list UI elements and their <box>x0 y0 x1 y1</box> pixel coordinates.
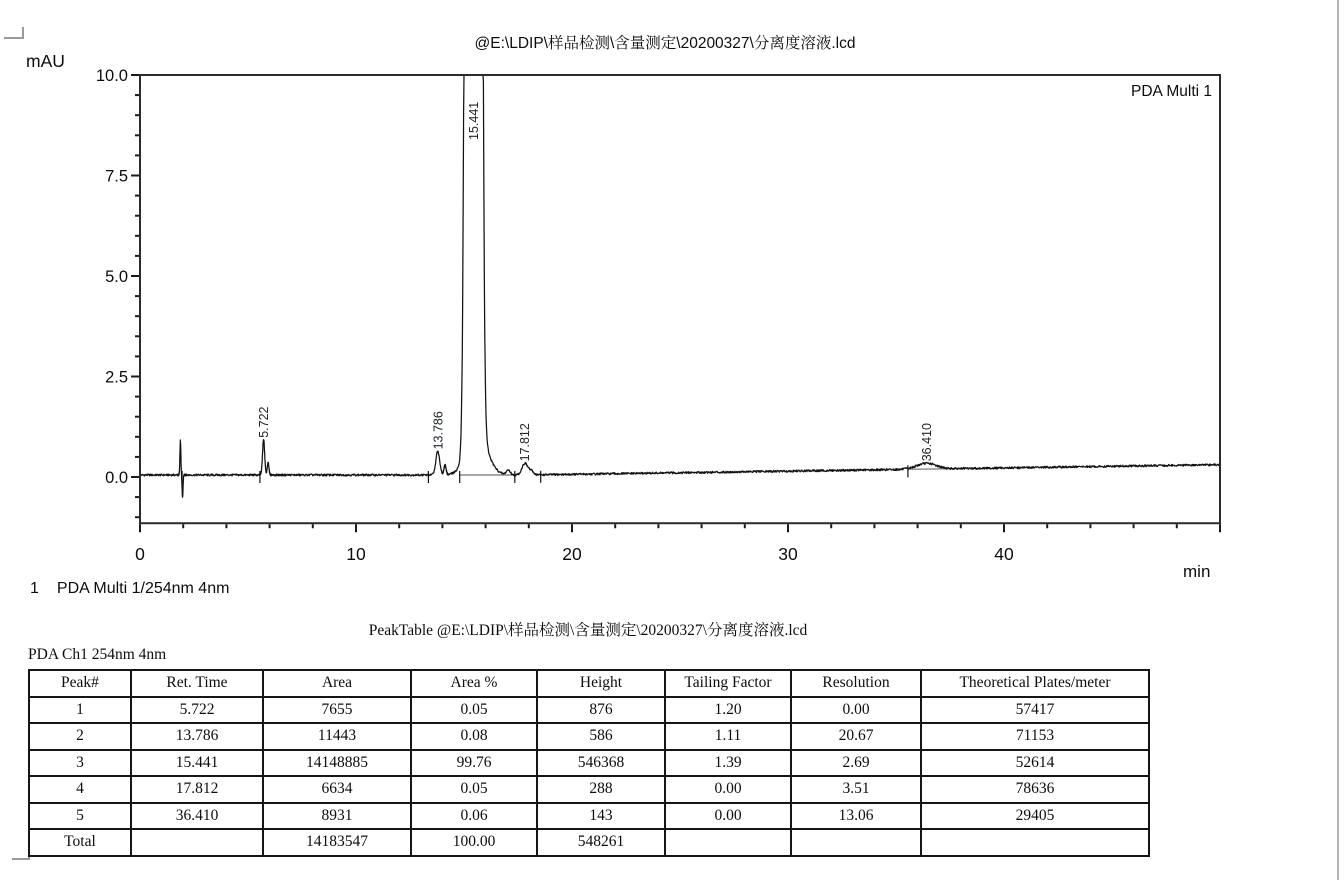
x-tick-label: 20 <box>562 544 582 565</box>
peak-table-cell: 78636 <box>921 776 1149 803</box>
x-tick-label: 40 <box>994 544 1014 565</box>
peak-table-cell: 13.786 <box>131 723 263 750</box>
channel-label: PDA Multi 1/254nm 4nm <box>56 580 230 597</box>
y-tick-label: 0.0 <box>105 469 128 487</box>
peak-table-channel: PDA Ch1 254nm 4nm <box>28 646 167 663</box>
y-tick-label: 10.0 <box>95 67 128 85</box>
peak-table-cell: 548261 <box>537 829 665 856</box>
detector-legend: PDA Multi 1 <box>1131 83 1212 100</box>
peak-table-cell: 14148885 <box>263 750 411 777</box>
peak-label: 5.722 <box>257 406 272 438</box>
y-tick-label: 7.5 <box>105 167 128 186</box>
peak-table-cell <box>791 829 921 856</box>
peak-table-cell: 7655 <box>263 697 411 724</box>
peak-table-cell: 1.11 <box>665 723 791 750</box>
peak-table-cell: 5.722 <box>131 697 263 724</box>
peak-table-cell: 2.69 <box>791 750 921 777</box>
peak-table-cell: 20.67 <box>791 723 921 750</box>
peak-label: 17.812 <box>518 423 533 462</box>
channel-annotation <box>30 580 229 598</box>
peak-table-cell: 0.05 <box>411 697 537 724</box>
x-tick-label: 0 <box>135 544 145 565</box>
peak-table-cell: 0.06 <box>411 803 537 830</box>
peak-table-row <box>29 750 1149 777</box>
peak-table-cell: 13.06 <box>791 803 921 830</box>
peak-table-column-header: Area <box>263 670 411 697</box>
peak-table-cell: 1 <box>29 697 131 724</box>
peak-table-cell: 36.410 <box>131 803 263 830</box>
peak-table-column-header: Area % <box>411 670 537 697</box>
peak-table-cell: 57417 <box>921 697 1149 724</box>
peak-table-cell: 0.08 <box>411 723 537 750</box>
peak-table-column-header: Peak# <box>29 670 131 697</box>
peak-table-cell: 2 <box>29 723 131 750</box>
peak-table-cell: 14183547 <box>263 829 411 856</box>
peak-table-cell: 143 <box>537 803 665 830</box>
peak-table-row <box>29 697 1149 724</box>
y-tick-label: 2.5 <box>105 368 128 387</box>
peak-table-cell <box>131 829 263 856</box>
peak-table-cell: 99.76 <box>411 750 537 777</box>
x-tick-label: 10 <box>346 544 366 565</box>
peak-label: 36.410 <box>920 423 934 462</box>
peak-table-total-row <box>29 829 1149 856</box>
peak-table <box>28 669 1150 857</box>
peak-table-cell: 876 <box>537 697 665 724</box>
x-axis-unit-label: min <box>1183 562 1211 581</box>
y-tick-label: 5.0 <box>105 268 128 286</box>
peak-table-cell: 52614 <box>921 750 1149 777</box>
peak-table-column-header: Ret. Time <box>131 670 263 697</box>
peak-table-column-header: Theoretical Plates/meter <box>921 670 1149 697</box>
peak-table-cell: 5 <box>29 803 131 830</box>
peak-table-cell: 0.00 <box>791 697 921 724</box>
peak-table-cell: 546368 <box>537 750 665 777</box>
channel-index: 1 <box>30 580 39 597</box>
peak-table-cell: 0.05 <box>411 776 537 803</box>
peak-table-row <box>29 723 1149 750</box>
peak-table-cell: 288 <box>537 776 665 803</box>
peak-table-cell: 100.00 <box>411 829 537 856</box>
peak-label: 13.786 <box>431 411 446 450</box>
chromatogram-title: @E:\LDIP\样品检测\含量测定\20200327\分离度溶液.lcd <box>474 35 856 52</box>
peak-table-column-header: Tailing Factor <box>665 670 791 697</box>
peak-table-cell: 11443 <box>263 723 411 750</box>
peak-label: 15.441 <box>467 101 481 140</box>
peak-table-cell: 15.441 <box>131 750 263 777</box>
chromatogram-trace <box>140 75 1220 497</box>
peak-table-cell: 8931 <box>263 803 411 830</box>
peak-table-cell: 0.00 <box>665 803 791 830</box>
peak-table-row <box>29 776 1149 803</box>
peak-table-row <box>29 803 1149 830</box>
peak-table-column-header: Resolution <box>791 670 921 697</box>
peak-table-cell: Total <box>29 829 131 856</box>
peak-table-cell: 29405 <box>921 803 1149 830</box>
peak-table-cell: 1.39 <box>665 750 791 777</box>
peak-table-cell: 1.20 <box>665 697 791 724</box>
peak-table-cell <box>665 829 791 856</box>
plot-frame <box>140 75 1220 523</box>
peak-table-column-header: Height <box>537 670 665 697</box>
peak-table-header-row <box>29 670 1149 697</box>
peak-table-title: PeakTable @E:\LDIP\样品检测\含量测定\20200327\分离度溶液.lcd <box>368 622 808 639</box>
peak-table-cell: 3 <box>29 750 131 777</box>
y-axis-unit-label: mAU <box>26 51 65 71</box>
peak-table-cell <box>921 829 1149 856</box>
peak-table-cell: 6634 <box>263 776 411 803</box>
peak-table-cell: 71153 <box>921 723 1149 750</box>
x-tick-label: 30 <box>778 544 798 565</box>
peak-table-cell: 3.51 <box>791 776 921 803</box>
peak-table-cell: 4 <box>29 776 131 803</box>
peak-table-cell: 17.812 <box>131 776 263 803</box>
peak-table-cell: 586 <box>537 723 665 750</box>
peak-table-cell: 0.00 <box>665 776 791 803</box>
